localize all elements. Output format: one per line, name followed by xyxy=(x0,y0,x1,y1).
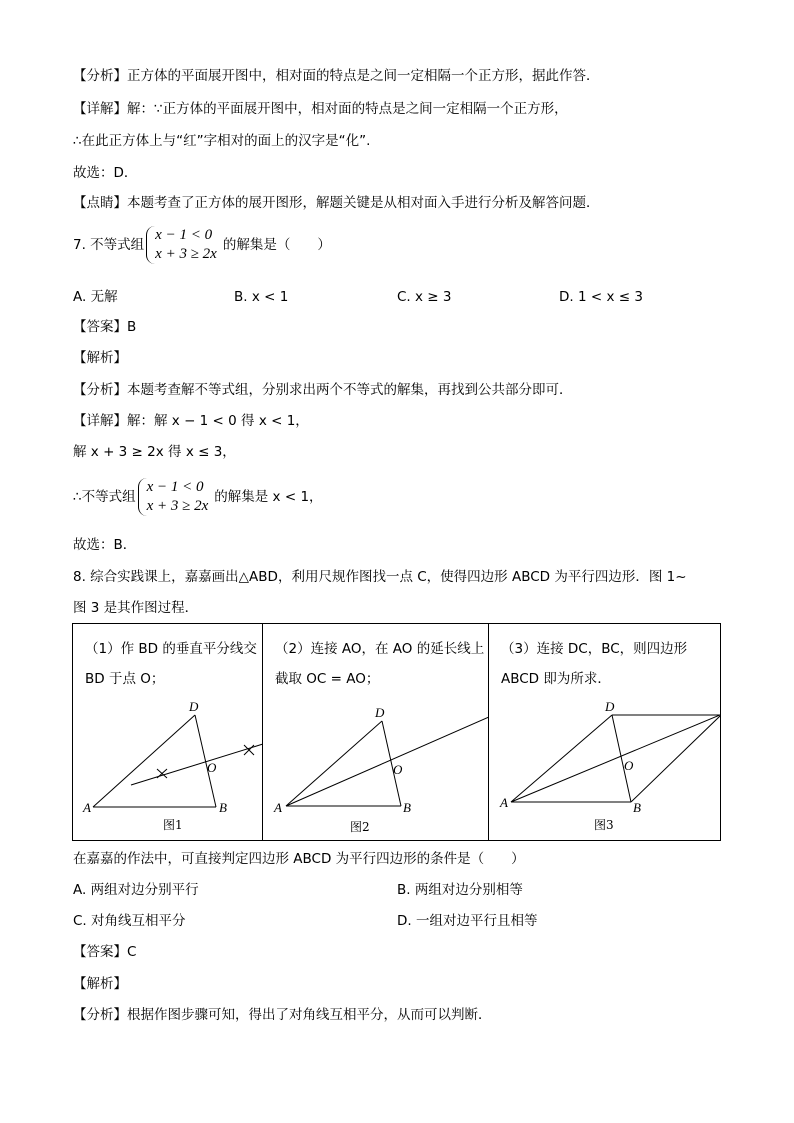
q8-option-d: D. 一组对边平行且相等 xyxy=(397,913,538,929)
q8-stem-line1: 8. 综合实践课上，嘉嘉画出△ABD，利用尺规作图找一点 C，使得四边形 ABCD 为平行四边形．图 1~ xyxy=(73,569,687,585)
q6-conclusion: ∴在此正方体上与“红”字相对的面上的汉字是“化”. xyxy=(73,133,371,149)
fig2-label-b: B xyxy=(403,800,411,815)
q7-analysis-head: 【解析】 xyxy=(73,350,127,366)
q7-suffix: 的解集是（ ） xyxy=(222,237,331,253)
q7-option-d: D. 1 < x ≤ 3 xyxy=(559,289,643,305)
q7-concl-suffix: 的解集是 x < 1， xyxy=(214,489,323,505)
q6-comment: 【点睛】本题考查了正方体的展开图形，解题关键是从相对面入手进行分析及解答问题． xyxy=(73,195,600,211)
construction-step-2 xyxy=(263,624,489,840)
fig1-label-a: A xyxy=(83,800,91,815)
q7-concl-ineq1: x − 1 < 0 xyxy=(146,479,204,495)
q7-answer: 【答案】B xyxy=(73,319,137,335)
q7-concl-prefix: ∴不等式组 xyxy=(73,489,136,505)
fig3-label-o: O xyxy=(624,758,634,773)
step-2-caption: （2）连接 AO，在 AO 的延长线上截取 OC = AO； xyxy=(275,641,485,687)
fig1-label-d: D xyxy=(189,699,199,714)
fig2-label-a: A xyxy=(274,800,282,815)
figure-2-label: 图2 xyxy=(350,820,370,834)
q7-stem xyxy=(73,226,331,264)
figure-1-label: 图1 xyxy=(163,818,183,832)
q7-concl-ineq2: x + 3 ≥ 2x xyxy=(146,498,209,514)
fig2-label-d: D xyxy=(375,705,385,720)
q8-option-a: A. 两组对边分别平行 xyxy=(73,882,199,898)
fig3-label-d: D xyxy=(605,699,615,714)
construction-step-1 xyxy=(73,624,263,840)
fig2-label-o: O xyxy=(393,762,403,777)
fig1-label-b: B xyxy=(219,800,227,815)
q7-system xyxy=(146,226,221,264)
q7-detail2: 解 x + 3 ≥ 2x 得 x ≤ 3， xyxy=(73,444,236,460)
fig1-label-o: O xyxy=(207,760,217,775)
q7-ineq2: x + 3 ≥ 2x xyxy=(155,246,217,262)
construction-step-3 xyxy=(489,624,720,840)
fig3-label-a: A xyxy=(500,795,508,810)
step-1-caption: （1）作 BD 的垂直平分线交 BD 于点 O； xyxy=(85,641,257,687)
q7-option-a: A. 无解 xyxy=(73,289,118,305)
q8-option-c: C. 对角线互相平分 xyxy=(73,913,186,929)
q8-question: 在嘉嘉的作法中，可直接判定四边形 ABCD 为平行四边形的条件是（ ） xyxy=(73,851,525,867)
q7-analysis: 【分析】本题考查解不等式组，分别求出两个不等式的解集，再找到公共部分即可． xyxy=(73,382,573,398)
q8-stem-line2: 图 3 是其作图过程． xyxy=(73,600,199,616)
q6-detail: 【详解】解：∵正方体的平面展开图中，相对面的特点是之间一定相隔一个正方形， xyxy=(73,101,568,117)
q7-conclusion xyxy=(73,478,323,516)
figure-3-label: 图3 xyxy=(594,818,614,832)
q8-option-b: B. 两组对边分别相等 xyxy=(397,882,523,898)
figure-1-diagram xyxy=(73,624,263,840)
figure-2-diagram xyxy=(263,624,489,840)
q8-answer: 【答案】C xyxy=(73,944,137,960)
q8-analysis: 【分析】根据作图步骤可知，得出了对角线互相平分，从而可以判断． xyxy=(73,1007,492,1023)
q7-concl-system xyxy=(138,478,213,516)
construction-table xyxy=(72,623,721,841)
figure-3-diagram xyxy=(489,624,720,840)
q7-option-c: C. x ≥ 3 xyxy=(397,289,452,305)
q6-choose: 故选：D． xyxy=(73,165,138,181)
q8-analysis-head: 【解析】 xyxy=(73,976,127,992)
q7-detail1: 【详解】解：解 x − 1 < 0 得 x < 1， xyxy=(73,413,309,429)
fig3-label-b: B xyxy=(633,800,641,815)
q7-option-b: B. x < 1 xyxy=(234,289,289,305)
q7-prefix: 7. 不等式组 xyxy=(73,237,145,253)
q7-ineq1: x − 1 < 0 xyxy=(155,227,213,243)
step-3-caption: （3）连接 DC，BC，则四边形 ABCD 即为所求． xyxy=(501,641,688,687)
q6-analysis: 【分析】正方体的平面展开图中，相对面的特点是之间一定相隔一个正方形，据此作答． xyxy=(73,68,600,84)
q7-choose: 故选：B． xyxy=(73,537,137,553)
